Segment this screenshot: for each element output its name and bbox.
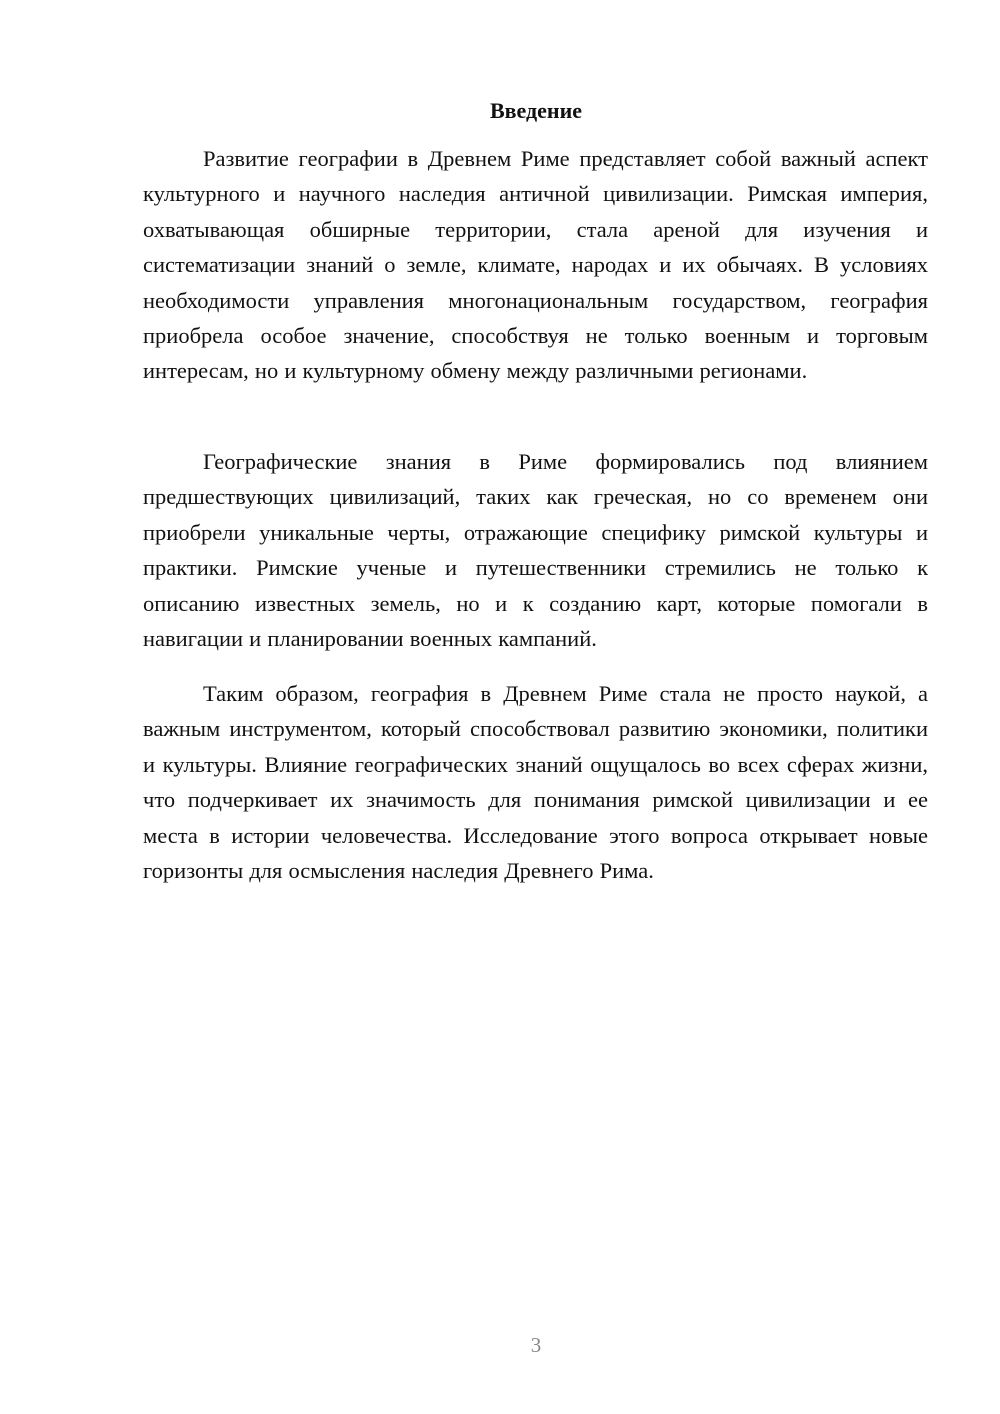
paragraph-3: Таким образом, география в Древнем Риме стала не просто наукой, а важным инструментом, который способствовал развитию экономики, политики и культуры. Влияние географических знаний ощущалось во всех сферах жизни, что подчеркивает их значимость для понимания римской цивилизации и ее места в истории человечества. Исследование этого вопроса открывает новые горизонты для осмысления наследия Древнего Рима. [143,681,928,884]
page-number: 3 [530,1333,542,1357]
section-heading: Введение [489,98,583,123]
paragraph-1: Развитие географии в Древнем Риме представляет собой важный аспект культурного и научного наследия античной цивилизации. Римская империя, охватывающая обширные территории, стала ареной для изучения и систематизации знаний о земле, климате, народах и их обычаях. В условиях необходимости управления многонациональным государством, география приобрела особое значение, способствуя не только военным и торговым интересам, но и культурному обмену между различными регионами. [143,146,928,384]
paragraph-2: Географические знания в Риме формировались под влиянием предшествующих цивилизаций, таких как греческая, но со временем они приобрели уникальные черты, отражающие специфику римской культуры и практики. Римские ученые и путешественники стремились не только к описанию известных земель, но и к созданию карт, которые помогали в навигации и планировании военных кампаний. [143,449,928,652]
